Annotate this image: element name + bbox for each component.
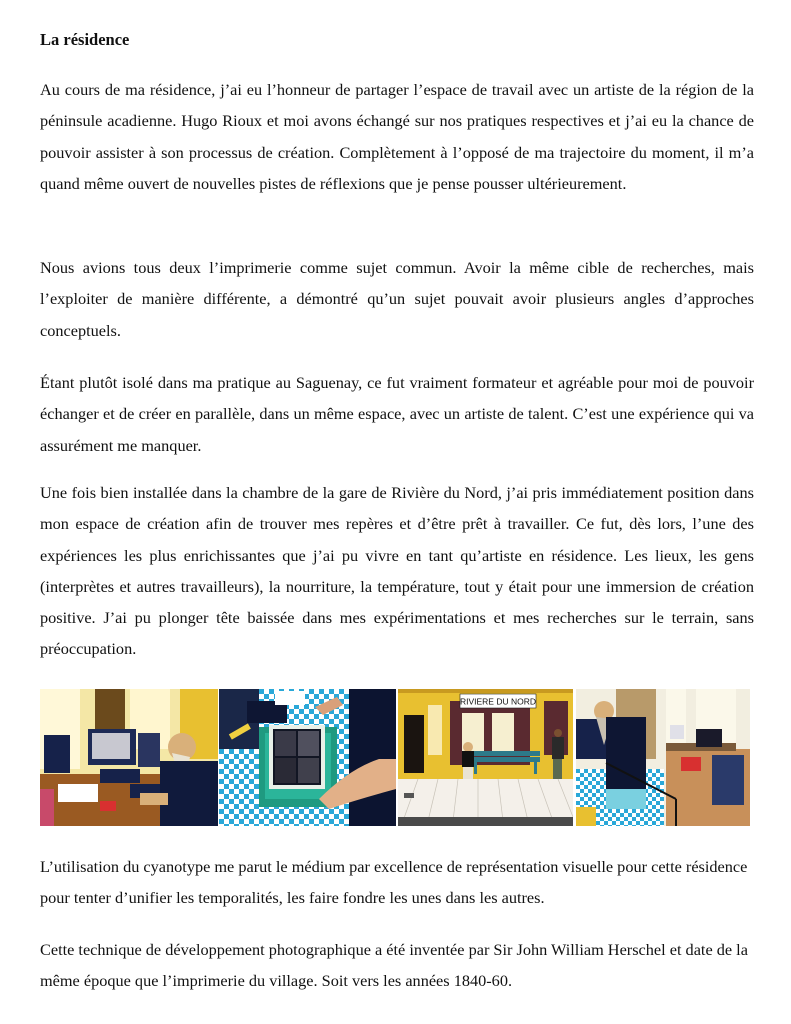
photo-artist-in-studio-image <box>576 689 750 826</box>
photo-artist-in-studio <box>576 689 750 826</box>
section-heading: La résidence <box>40 30 130 49</box>
paragraph-cyanotype: L’utilisation du cyanotype me parut le médium par excellence de représentation visuelle pour cette résidence pour tenter d’unifier les temporalités, les faire fondre les unes dans les autres. <box>40 857 748 908</box>
paragraph-common-subject: Nous avions tous deux l’imprimerie comme sujet commun. Avoir la même cible de recherches, mais l’exploiter de manière différente, a démontré qu’un sujet pouvait avoir plusieurs angles d’approches conceptuels. <box>40 258 754 340</box>
station-sign-text: RIVIERE DU NORD <box>459 696 537 707</box>
paragraph-installation: Une fois bien installée dans la chambre de la gare de Rivière du Nord, j’ai pris immédiatement position dans mon espace de création afin de trouver mes repères et d’être prêt à travailler. Ce fut, dès lors, l’une des expériences les plus enrichissantes que j’ai pu vivre en tant qu’artiste en résidence. Les lieux, les gens (interprètes et autres travailleurs), la nourriture, la température, tout y était pour une immersion de création positive. J’ai pu plonger tête baissée dans mes expérimentations et mes recherches sur le terrain, sans préoccupation. <box>40 483 754 659</box>
photo-artist-at-desk <box>40 689 218 826</box>
photo-cyanotype-frame <box>219 689 396 826</box>
paragraph-herschel: Cette technique de développement photographique a été inventée par Sir John William Herschel et date de la même époque que l’imprimerie du village. Soit vers les années 1840-60. <box>40 940 748 991</box>
photo-artist-at-desk-image <box>40 689 218 826</box>
photo-cyanotype-frame-image <box>219 689 396 826</box>
photo-strip <box>40 689 750 826</box>
paragraph-isolation: Étant plutôt isolé dans ma pratique au Saguenay, ce fut vraiment formateur et agréable pour moi de pouvoir échanger et de créer en parallèle, dans un même espace, avec un artiste de talent. C’est une expérience qui va assurément me manquer. <box>40 373 754 455</box>
photo-train-station <box>398 689 573 826</box>
paragraph-intro: Au cours de ma résidence, j’ai eu l’honneur de partager l’espace de travail avec un artiste de la région de la péninsule acadienne. Hugo Rioux et moi avons échangé sur nos pratiques respectives et j’ai eu la chance de pouvoir assister à son processus de création. Complètement à l’opposé de ma trajectoire du moment, il m’a quand même ouvert de nouvelles pistes de réflexions que je pense pousser ultérieurement. <box>40 80 754 193</box>
photo-train-station-image <box>398 689 573 826</box>
